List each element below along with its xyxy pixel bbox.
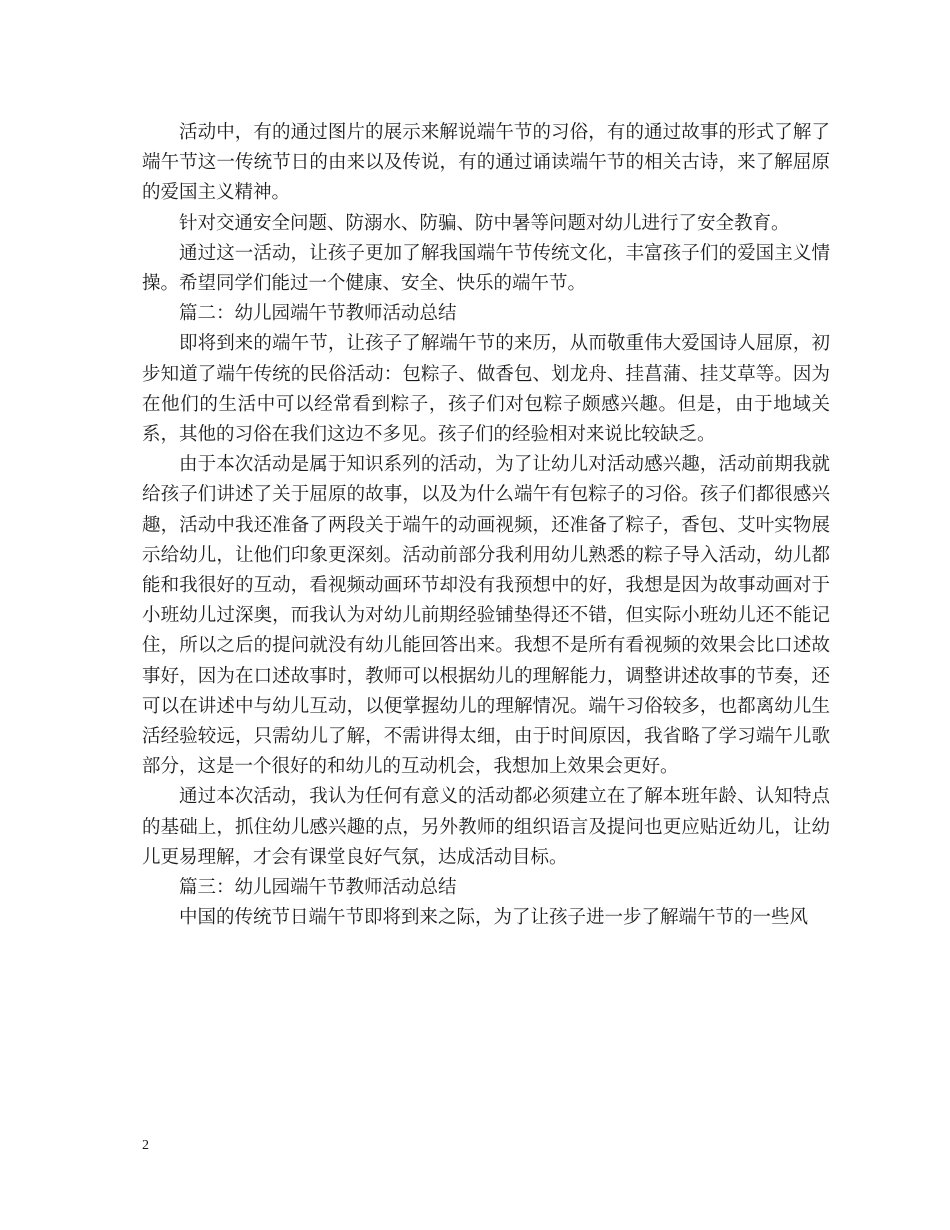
paragraph-safety-education: 针对交通安全问题、防溺水、防骗、防中暑等问题对幼儿进行了安全教育。	[179, 212, 790, 234]
section-heading-part-three: 篇三：幼儿园端午节教师活动总结	[179, 877, 457, 899]
paragraph-activity-reflection: 由于本次活动是属于知识系列的活动，为了让幼儿对活动感兴趣，活动前期我就给孩子们讲述了关于屈原的故事，以及为什么端午有包粽子的习俗。孩子们都很感兴趣，活动中我还准备了两段关于端午的动画视频，还准备了粽子，香包、艾叶实物展示给幼儿，让他们印象更深刻。活动前部分我利用幼儿熟悉的粽子导入活动，幼儿都能和我很好的互动，看视频动画环节却没有我预想中的好，我想是因为故事动画对于小班幼儿过深奥，而我认为对幼儿前期经验铺垫得还不错，但实际小班幼儿还不能记住，所以之后的提问就没有幼儿能回答出来。我想不是所有看视频的效果会比口述故事好，因为在口述故事时，教师可以根据幼儿的理解能力，调整讲述故事的节奏，还可以在讲述中与幼儿互动，以便掌握幼儿的理解情况。端午习俗较多，也都离幼儿生活经验较远，只需幼儿了解，不需讲得太细，由于时间原因，我省略了学习端午儿歌部分，这是一个很好的和幼儿的互动机会，我想加上效果会更好。	[142, 454, 830, 778]
paragraph-activity-intro: 活动中，有的通过图片的展示来解说端午节的习俗，有的通过故事的形式了解了端午节这一传统节日的由来以及传说，有的通过诵读端午节的相关古诗，来了解屈原的爱国主义精神。	[142, 122, 830, 204]
paragraph-lessons-learned: 通过本次活动，我认为任何有意义的活动都必须建立在了解本班年龄、认知特点的基础上，抓住幼儿感兴趣的点，另外教师的组织语言及提问也更应贴近幼儿，让幼儿更易理解，才会有课堂良好气氛，达成活动目标。	[142, 786, 830, 868]
page-number: 2	[142, 1138, 149, 1153]
paragraph-festival-background: 即将到来的端午节，让孩子了解端午节的来历，从而敬重伟大爱国诗人屈原，初步知道了端午传统的民俗活动：包粽子、做香包、划龙舟、挂菖蒲、挂艾草等。因为在他们的生活中可以经常看到粽子，孩子们对包粽子颇感兴趣。但是，由于地域关系，其他的习俗在我们这边不多见。孩子们的经验相对来说比较缺乏。	[142, 333, 830, 446]
section-heading-part-two: 篇二：幼儿园端午节教师活动总结	[179, 303, 457, 325]
document-body	[142, 118, 830, 933]
paragraph-part-three-intro: 中国的传统节日端午节即将到来之际，为了让孩子进一步了解端午节的一些风	[179, 907, 809, 929]
paragraph-activity-conclusion: 通过这一活动，让孩子更加了解我国端午节传统文化，丰富孩子们的爱国主义情操。希望同学们能过一个健康、安全、快乐的端午节。	[142, 242, 830, 295]
